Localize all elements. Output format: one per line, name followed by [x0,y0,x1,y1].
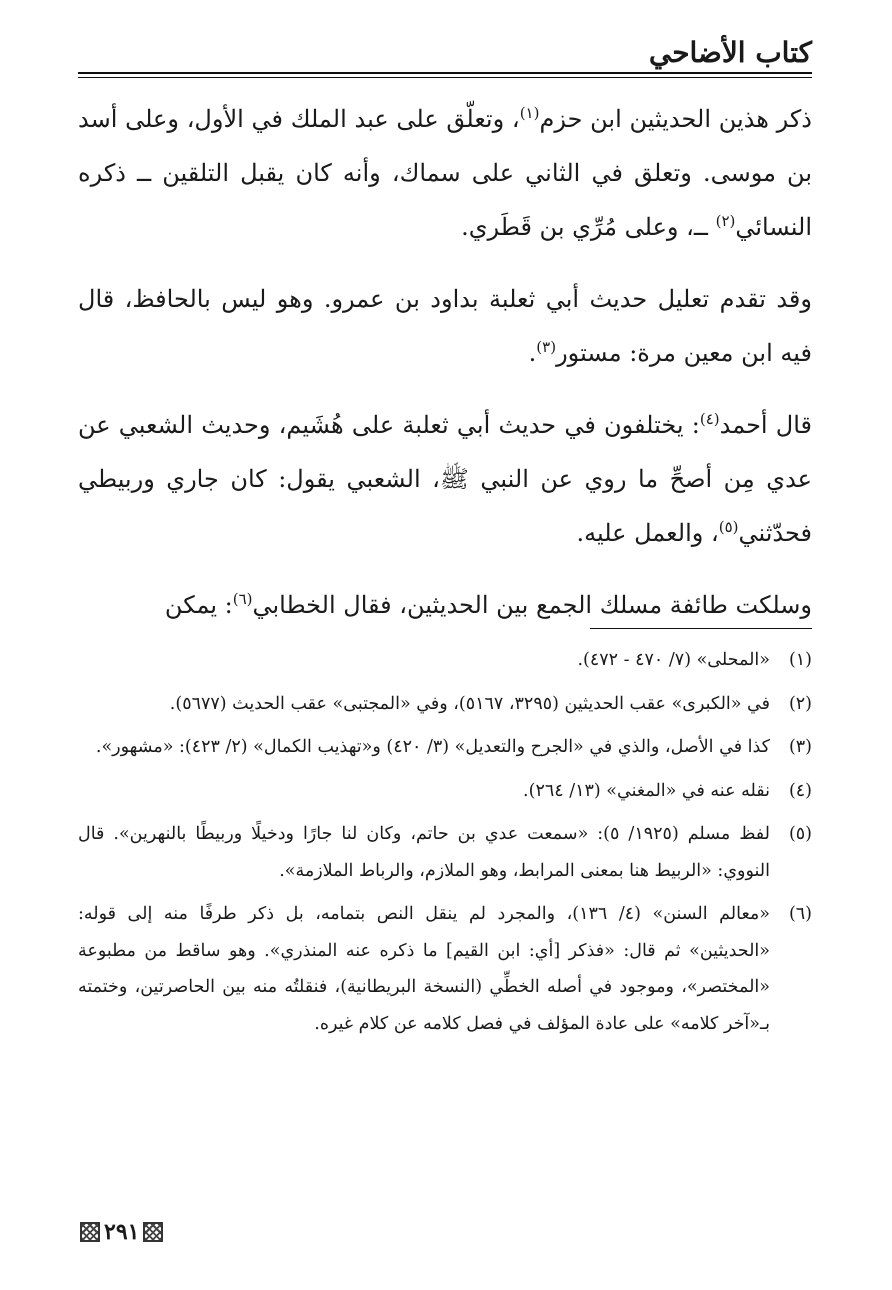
body-paragraph [78,272,812,380]
footnote [78,773,812,810]
footnote [78,816,812,889]
page-number-block [80,1220,163,1244]
paragraph-text: . [528,339,537,367]
footnote-reference[interactable]: (٣) [536,338,557,356]
footnote-number: (٥) [788,824,812,844]
footnote [78,686,812,723]
footnote-reference[interactable]: (١) [519,104,540,122]
footnote-text: لفظ مسلم (١٩٢٥/ ٥): «سمعت عدي بن حاتم، وكان لنا جارًا ودخيلًا وربيطًا بالنهرين». قال النووي: «الربيط هنا بمعنى المرابط، وهو الملازم، والرباط الملازمة». [78,824,770,881]
footnote-text: في «الكبرى» عقب الحديثين (٣٢٩٥، ٥١٦٧)، وفي «المجتبى» عقب الحديث (٥٦٧٧). [169,693,770,714]
footnote-number: (٦) [788,904,812,924]
ornament-square-icon [143,1222,163,1242]
footnote-number: (٢) [788,693,812,714]
paragraph-text: وقد تقدم تعليل حديث أبي ثعلبة بداود بن عمرو. وهو ليس بالحافظ، قال فيه ابن معين مرة: مستور [78,285,812,367]
footnote [78,729,812,766]
paragraph-text: : يمكن [164,591,233,619]
body-paragraph [78,398,812,560]
footnote-number: (٣) [788,737,812,757]
footnote-reference[interactable]: (٦) [232,590,253,608]
paragraph-text: ، والعمل عليه. [576,519,719,547]
paragraph-text: وسلكت طائفة مسلك الجمع بين الحديثين، فقال الخطابي [252,591,812,619]
footnote [78,642,812,679]
footnote-reference[interactable]: (٥) [718,518,739,536]
paragraph-text: ، وتعلّق على عبد الملك في الأول، وعلى أسد بن موسى. وتعلق في الثاني على سماك، وأنه كان يقبل التلقين ــ ذكره النسائي [78,105,812,241]
paragraph-text: ذكر هذين الحديثين ابن حزم [539,105,812,133]
footnote-text: «المحلى» (٧/ ٤٧٠ - ٤٧٢). [577,650,770,670]
paragraph-text: ــ، وعلى مُرِّي بن قَطَري. [461,213,716,241]
header-rule-thick [78,72,812,74]
footnote-reference[interactable]: (٢) [715,212,736,230]
footnote [78,896,812,1042]
page-number: ٢٩١ [104,1219,140,1245]
footnotes-section [78,642,812,1049]
footnote-number: (١) [788,650,812,670]
running-header-title: كتاب الأضاحي [648,36,812,69]
body-paragraph [78,92,812,254]
ornament-square-icon [80,1222,100,1242]
body-paragraph [78,578,812,632]
paragraph-text: : يختلفون في حديث أبي ثعلبة على هُشَيم، وحديث الشعبي عن عدي مِن أصحِّ ما روي عن النبي ﷺ، الشعبي يقول: كان جاري وربيطي فحدّثني [78,411,812,547]
footnote-text: نقله عنه في «المغني» (١٣/ ٢٦٤). [523,780,770,801]
footnote-number: (٤) [788,780,812,801]
paragraph-text: قال أحمد [719,411,813,439]
footnote-text: كذا في الأصل، والذي في «الجرح والتعديل» (٣/ ٤٢٠) و«تهذيب الكمال» (٢/ ٤٢٣): «مشهور». [95,737,770,757]
main-text [78,92,812,650]
footnote-text: «معالم السنن» (٤/ ١٣٦)، والمجرد لم ينقل النص بتمامه، بل ذكر طرفًا منه إلى قوله: «الحديثين» ثم قال: «فذكر [أي: ابن القيم] ما ذكره عنه المنذري». وهو ساقط من مطبوعة «المختصر»، وموجود في أصله الخطِّي (النسخة البريطانية)، فنقلتُه منه بين الحاصرتين، وختمته بـ«آخر كلامه» على عادة المؤلف في فصل كلامه عن كلام غيره. [78,904,770,1034]
footnote-reference[interactable]: (٤) [699,410,720,428]
header-rule-thin [78,77,812,78]
footnote-separator [590,628,812,629]
